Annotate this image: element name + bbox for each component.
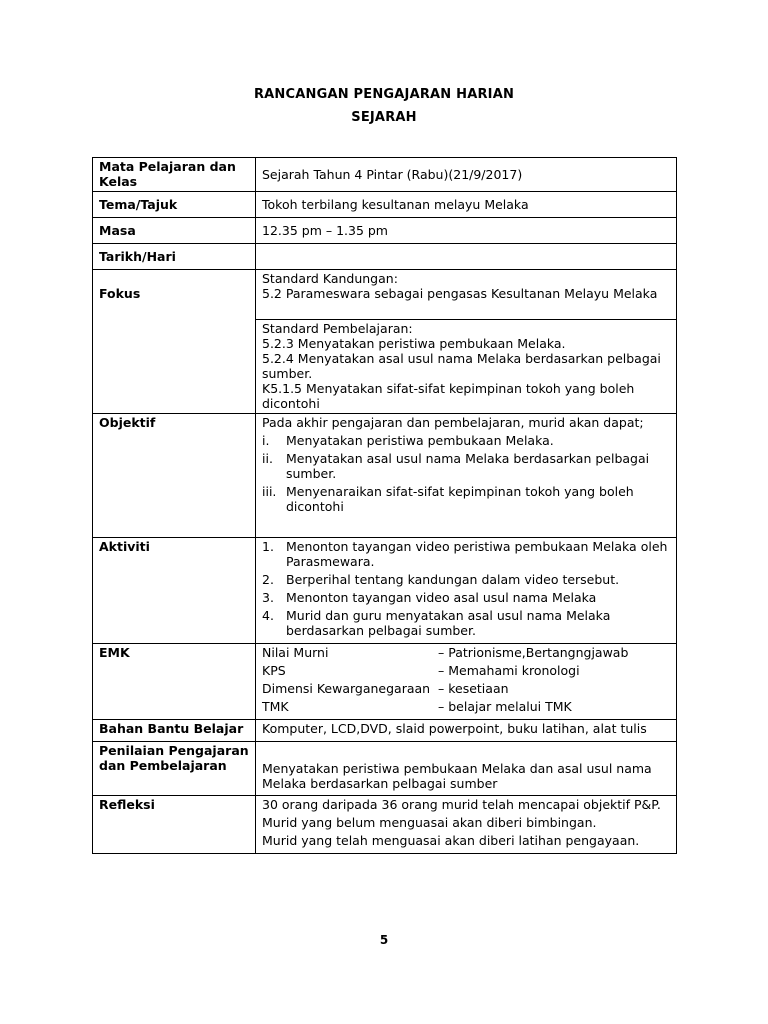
pembelajaran-item: 5.2.4 Menyatakan asal usul nama Melaka berdasarkan pelbagai sumber. [262,351,661,381]
value-penilaian: Menyatakan peristiwa pembukaan Melaka dan asal usul nama Melaka berdasarkan pelbagai sumber [256,742,677,796]
page-number: 5 [379,933,389,947]
row-penilaian [93,742,677,796]
row-tarikh [93,244,677,270]
label-tema: Tema/Tajuk [93,192,256,218]
emk-item: Nilai Murni – Patrionisme,Bertangngjawab [262,645,629,660]
row-emk [93,644,677,720]
value-tarikh [256,244,677,270]
emk-item: Dimensi Kewarganegaraan – kesetiaan [262,681,509,696]
label-mata-pelajaran: Mata Pelajaran dan Kelas [93,158,256,192]
list-item: ii. Menyatakan asal usul nama Melaka berdasarkan pelbagai sumber. [262,451,650,481]
label-fokus: Fokus [93,270,256,414]
row-bahan [93,720,677,742]
row-fokus-kandungan [93,270,677,320]
pembelajaran-item: 5.2.3 Menyatakan peristiwa pembukaan Melaka. [262,336,566,351]
value-aktiviti [256,538,677,644]
row-masa [93,218,677,244]
value-masa: 12.35 pm – 1.35 pm [256,218,677,244]
objektif-list [262,433,670,514]
kandungan-item: 5.2 Parameswara sebagai pengasas Kesultanan Melayu Melaka [262,286,658,301]
row-tema [93,192,677,218]
row-refleksi [93,796,677,854]
label-tarikh: Tarikh/Hari [93,244,256,270]
refleksi-line: 30 orang daripada 36 orang murid telah mencapai objektif P&P. [262,797,661,812]
pembelajaran-item: K5.1.5 Menyatakan sifat-sifat kepimpinan tokoh yang boleh dicontohi [262,381,635,411]
value-bahan: Komputer, LCD,DVD, slaid powerpoint, buku latihan, alat tulis [256,720,677,742]
value-mata-pelajaran: Sejarah Tahun 4 Pintar (Rabu)(21/9/2017) [256,158,677,192]
fokus-standard-kandungan [256,270,677,320]
objektif-intro: Pada akhir pengajaran dan pembelajaran, murid akan dapat; [262,415,644,430]
label-masa: Masa [93,218,256,244]
list-item: i. Menyatakan peristiwa pembukaan Melaka. [262,433,554,448]
refleksi-line: Murid yang telah menguasai akan diberi latihan pengayaan. [262,833,640,848]
label-bahan: Bahan Bantu Belajar [93,720,256,742]
aktiviti-list [262,539,670,638]
row-aktiviti [93,538,677,644]
emk-item: KPS – Memahami kronologi [262,663,580,678]
lesson-plan-table [92,157,677,854]
fokus-standard-pembelajaran [256,320,677,414]
value-tema: Tokoh terbilang kesultanan melayu Melaka [256,192,677,218]
label-refleksi: Refleksi [93,796,256,854]
list-item: 3. Menonton tayangan video asal usul nama Melaka [262,590,597,605]
value-refleksi [256,796,677,854]
row-mata-pelajaran [93,158,677,192]
label-objektif: Objektif [93,414,256,538]
refleksi-line: Murid yang belum menguasai akan diberi bimbingan. [262,815,597,830]
list-item: 4. Murid dan guru menyatakan asal usul nama Melaka berdasarkan pelbagai sumber. [262,608,611,638]
list-item: 1. Menonton tayangan video peristiwa pembukaan Melaka oleh Parasmewara. [262,539,668,569]
label-aktiviti: Aktiviti [93,538,256,644]
pembelajaran-heading: Standard Pembelajaran: [262,321,413,336]
list-item: 2. Berperihal tentang kandungan dalam video tersebut. [262,572,620,587]
label-penilaian: Penilaian Pengajaran dan Pembelajaran [93,742,256,796]
value-objektif [256,414,677,538]
value-emk [256,644,677,720]
list-item: iii. Menyenaraikan sifat-sifat kepimpinan tokoh yang boleh dicontohi [262,484,634,514]
document-title: RANCANGAN PENGAJARAN HARIAN [253,87,515,102]
emk-item: TMK – belajar melalui TMK [262,699,572,714]
row-objektif [93,414,677,538]
document-subtitle: SEJARAH [351,110,417,125]
label-emk: EMK [93,644,256,720]
kandungan-heading: Standard Kandungan: [262,271,398,286]
